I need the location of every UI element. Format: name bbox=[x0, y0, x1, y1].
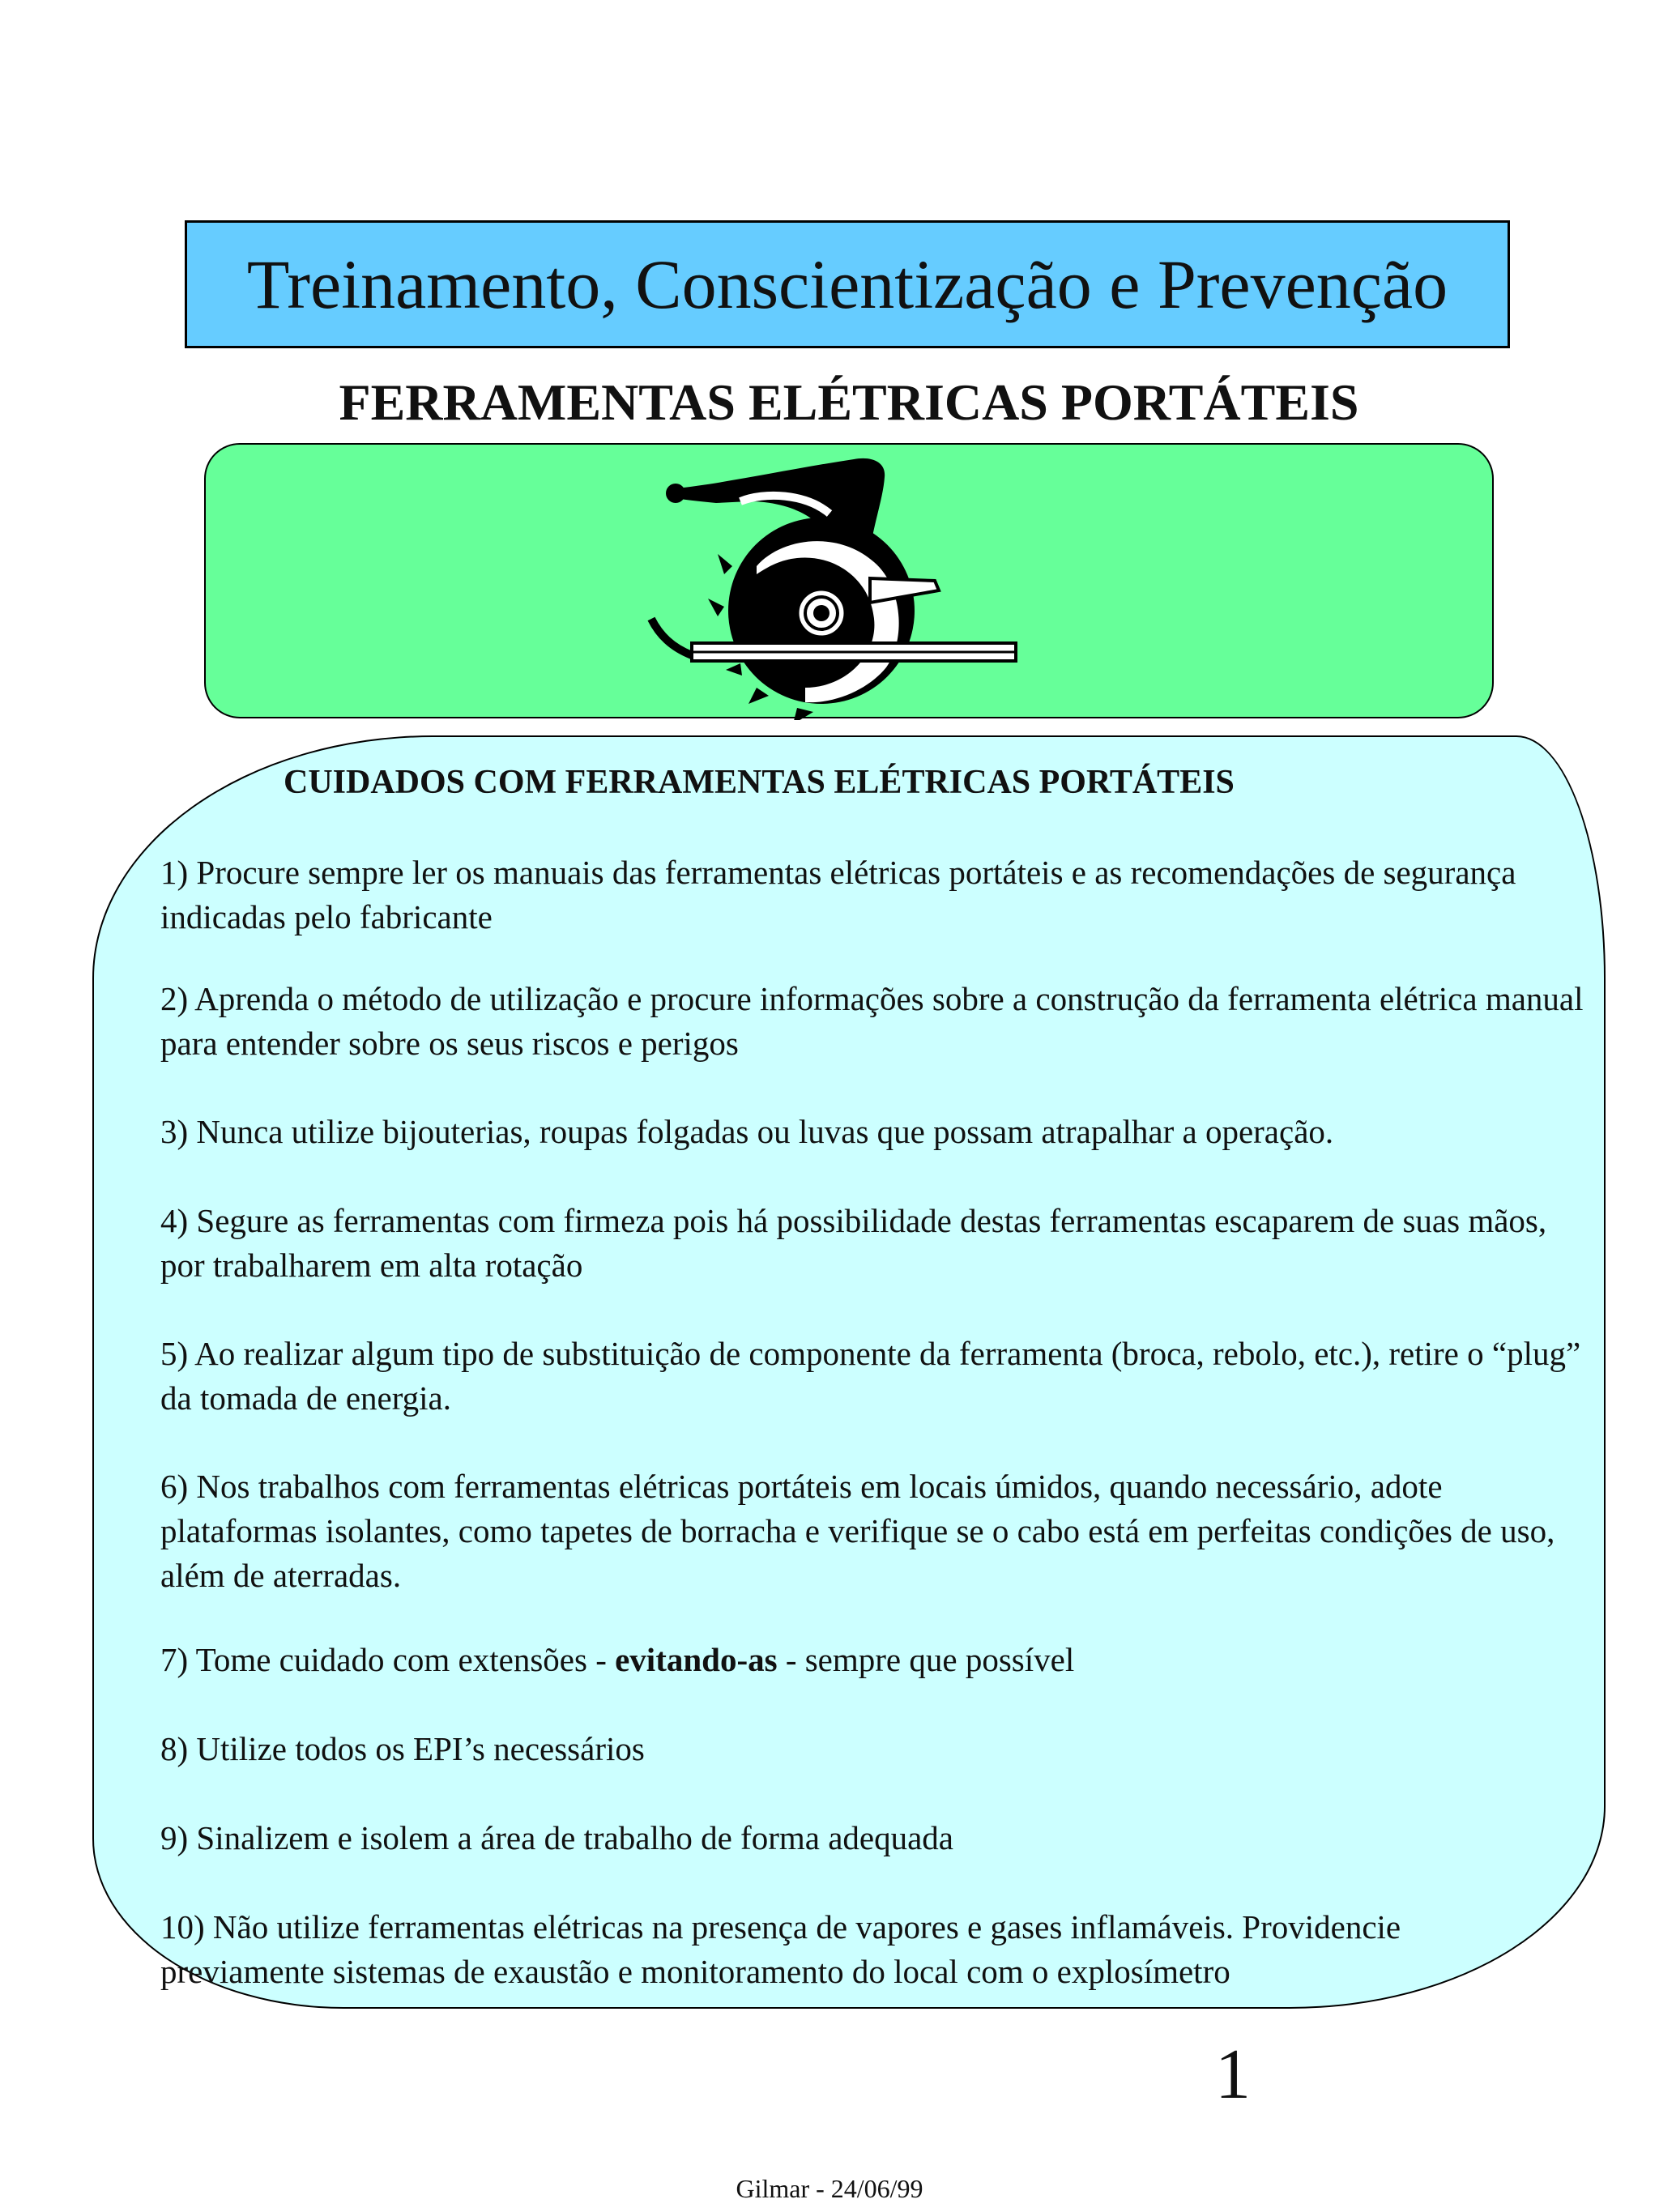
tip-item-4: 4) Segure as ferramentas com firmeza pois há possibilidade destas ferramentas escaparem de suas mãos, por trabalharem em alta rotação bbox=[160, 1202, 1547, 1284]
tip-item-10: 10) Não utilize ferramentas elétricas na presença de vapores e gases inflamáveis. Providencie previamente sistemas de exaustão e monitoramento do local com o explosímetro bbox=[160, 1908, 1401, 1990]
tip-item-9: 9) Sinalizem e isolem a área de trabalho de forma adequada bbox=[160, 1819, 953, 1856]
tip-item-7 bbox=[160, 1638, 1586, 1682]
tip-item-8: 8) Utilize todos os EPI’s necessários bbox=[160, 1730, 645, 1767]
tip-item-2: 2) Aprenda o método de utilização e procure informações sobre a construção da ferramenta elétrica manual para entender sobre os seus riscos e perigos bbox=[160, 980, 1584, 1062]
illustration-box bbox=[204, 443, 1494, 718]
tip-item-3: 3) Nunca utilize bijouterias, roupas folgadas ou luvas que possam atrapalhar a operação. bbox=[160, 1113, 1334, 1150]
tip-item-1: 1) Procure sempre ler os manuais das ferramentas elétricas portáteis e as recomendações de segurança indicadas pelo fabricante bbox=[160, 854, 1516, 936]
tip-item-5: 5) Ao realizar algum tipo de substituição de componente da ferramenta (broca, rebolo, etc.), retire o “plug” da tomada de energia. bbox=[160, 1335, 1581, 1417]
page-number: 1 bbox=[1215, 2035, 1251, 2114]
tip-item-6: 6) Nos trabalhos com ferramentas elétricas portáteis em locais úmidos, quando necessário, adote plataformas isolantes, como tapetes de borracha e verifique se o cabo está em perfeitas condições de uso, além de aterradas. bbox=[160, 1468, 1555, 1594]
page-subtitle: FERRAMENTAS ELÉTRICAS PORTÁTEIS bbox=[339, 373, 1359, 431]
title-box bbox=[185, 220, 1510, 348]
tip-item-7-pre: 7) Tome cuidado com extensões - bbox=[160, 1641, 616, 1678]
footer-text: Gilmar - 24/06/99 bbox=[736, 2174, 923, 2203]
page-title: Treinamento, Conscientização e Prevenção bbox=[246, 245, 1448, 323]
tips-heading: CUIDADOS COM FERRAMENTAS ELÉTRICAS PORTÁTEIS bbox=[284, 764, 1235, 801]
tip-item-7-bold: evitando-as bbox=[615, 1641, 778, 1678]
footer bbox=[0, 2176, 1659, 2201]
tip-item-7-post: - sempre que possível bbox=[777, 1641, 1075, 1678]
circular-saw-icon bbox=[627, 445, 1048, 720]
